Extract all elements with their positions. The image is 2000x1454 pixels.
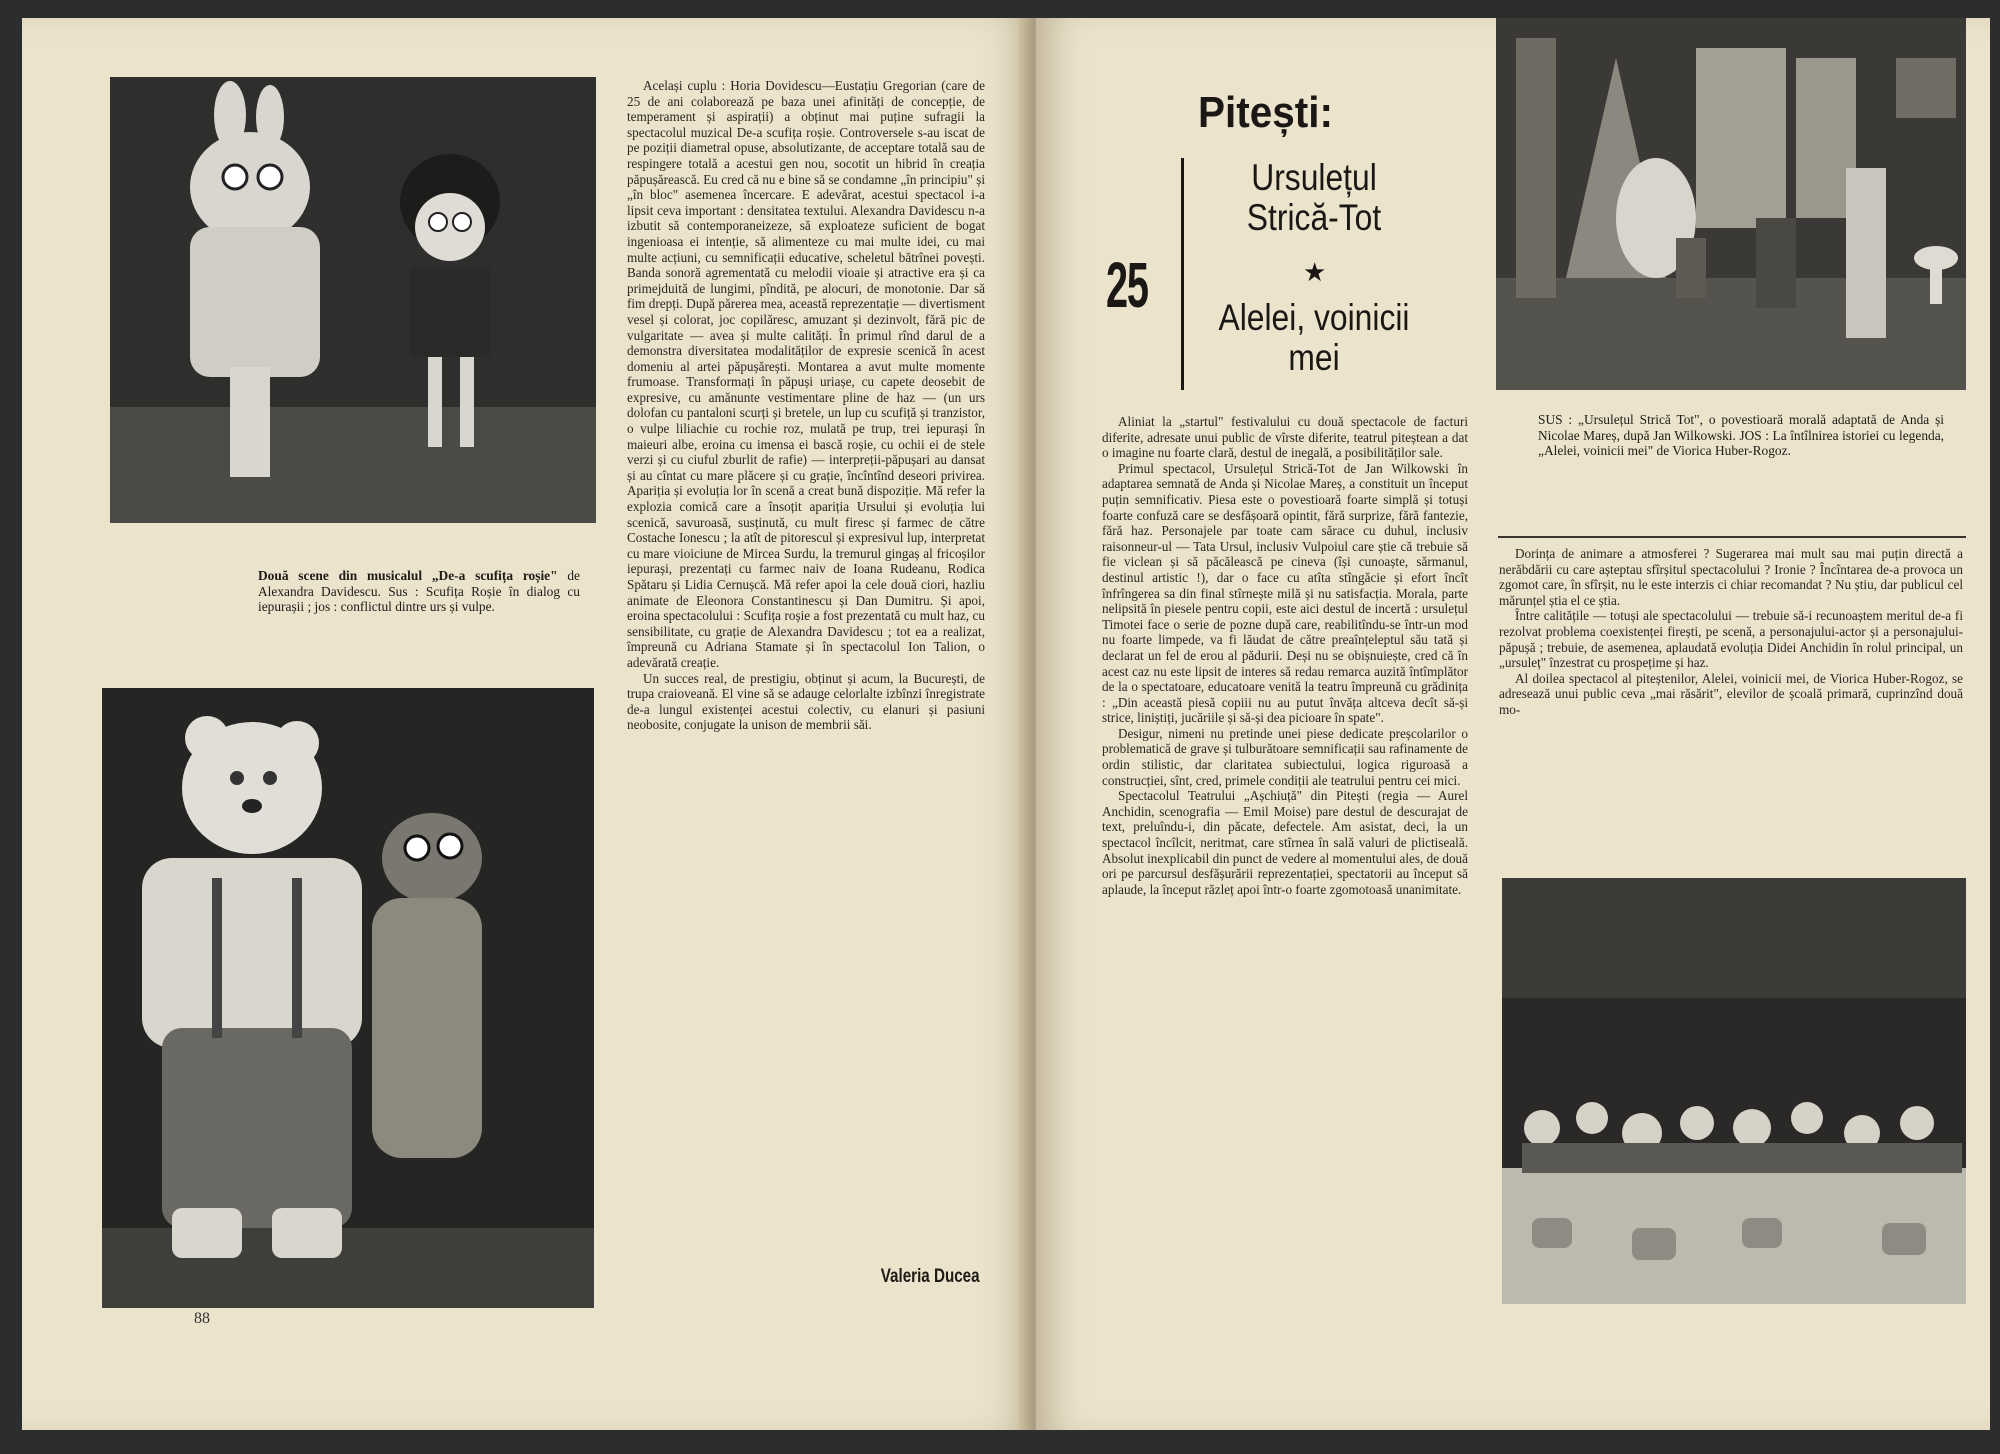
title-divider [1181,158,1184,390]
play1-line1: Ursulețul [1251,157,1377,198]
caption-rule [1498,536,1966,538]
play2-line1: Alelei, voinicii [1218,297,1410,338]
play1-title [1211,158,1417,238]
play1-line2: Strică-Tot [1246,197,1382,238]
paragraph: Spectacolul Teatrului „Așchiuță" din Pitești (regia — Aurel Anchidin, scenografia — Emil Moise) pare destul de descurajat de text, preluîndu-i, din păcate, defectele. Am asistat, deci, la un spectacol încîlcit, neritmat, care stîrnea în sală valuri de plictiseală. Absolut inexplicabil din punct de vedere al momentului ales, de două ori pe parcursul desfășurării reprezentației, spectatorii au început să aplaude, la început răzleț apoi într-o foarte zgomotoasă unanimitate. [1102,788,1468,897]
caption-bold: Două scene din musicalul „De-a scufița roșie" [258,568,558,583]
caption-rest: de Alexandra Davidescu. Sus : Scufița Roșie în dialog cu iepurașii ; jos : conflictul dintre urs și vulpe. [258,568,580,615]
photo-urs-vulpe [102,688,594,1308]
article-column-2 [1499,546,1963,718]
author-signature: Valeria Ducea [881,1266,980,1287]
paragraph: Aliniat la „startul" festivalului cu două spectacole de facturi diferite, adresate unui public de vîrste diferite, teatrul piteștean a dat o imagine nu foarte clară, destul de inegală, a posibilităților sale. [1102,414,1468,461]
play2-line2: mei [1288,337,1340,378]
page-number: 88 [194,1310,210,1327]
left-page [22,18,1032,1430]
paragraph: Dorința de animare a atmosferei ? Sugerarea mai mult sau mai puțin directă a nerăbdării cu care așteptau sfîrșitul spectacolului ? Ironie ? Încîntarea de-a provoca un zgomot care, în sfîrșit, nu le este interzis ci chiar recomandat ? Nu știu, dar publicul cel mărunțel știa el ce știa. [1499,546,1963,608]
festival-number: 25 [1106,249,1148,321]
star-icon: ★ [1303,258,1327,288]
city-title: Pitești: [1198,88,1333,137]
play2-title [1202,298,1426,378]
paragraph: Al doilea spectacol al piteștenilor, Alelei, voinicii mei, de Viorica Huber-Rogoz, se adresează unui public ceva „mai răsărit", elevilor de școală primară, cuprinzînd două mo- [1499,670,1963,717]
photo-caption [258,568,580,615]
paragraph: Desigur, nimeni nu pretinde unei piese dedicate preșcolarilor o problematică de grave și tulburătoare semnificații sau rafinamente de ordin stilistic, dar claritatea subiectului, logica riguroasă a construcției, sînt, cred, primele condiții ale teatrului pentru cei mici. [1102,725,1468,788]
right-photo-caption: SUS : „Ursulețul Strică Tot", o povestioară morală adaptată de Anda și Nicolae Mareș, după Jan Wilkowski. JOS : La întîlnirea istoriei cu legenda, „Alelei, voinicii mei" de Viorica Huber-Rogoz. [1538,412,1944,459]
right-page [1036,18,1990,1430]
article-column [627,78,985,733]
photo-alelei [1502,878,1966,1304]
paragraph: Un succes real, de prestigiu, obținut și acum, la București, de trupa craioveană. El vine să se adauge celorlalte izbînzi înregistrate de-a lungul existenței acestui colectiv, cu elanuri și pasiuni neobosite, conjugate la unison de membrii săi. [627,670,985,733]
article-column-1 [1102,414,1468,897]
paragraph: Primul spectacol, Ursulețul Strică-Tot de Jan Wilkowski în adaptarea semnată de Anda și Nicolae Mareș, a constituit un început puțin semnificativ. Piesa este o povestioară foarte simplă și totuși foarte confuză care se desfășoară opintit, fără surprize, fără fantezie, fără haz. Personajele par toate cam sărace cu duhul, inclusiv raisonneur-ul — Tata Ursul, inclusiv Vulpoiul care știe că trebuie să fie viclean și să păcălească pe cineva (își cunoaște, sărmanul, destinul artistic !), dar o face cu atîta stîngăcie și efort încît înfrîngerea sa din final stîrnește milă și nu satisfacția. Morala, parte nelipsită în piesele pentru copii, este aici destul de incertă : ursulețul Timotei face o serie de pozne după care, reabilitîndu-se într-un mod nu foarte limpede, va fi lăudat de către preaînțeleptul său tată și declarat un fel de erou al pădurii. Deși nu se obișnuiește, cred că în acest caz nu este lipsit de interes să redau remarca auzită întîmplător de la o spectatoare, educatoare venită la teatru împreună cu grădinița : „Din această piesă copiii nu au putut învăța altceva decît să-și strice, liniștiți, jucăriile și să-și dea picioare în spate". [1102,460,1468,726]
paragraph: Același cuplu : Horia Dovidescu—Eustațiu Gregorian (care de 25 de ani colaborează pe baza unei afinități de concepție, de temperament și aspirații) a obținut mai puține sufragii la spectacolul muzical De-a scufița roșie. Controversele s-au iscat de pe poziții diametral opuse, absolutizante, de acceptare totală sau de respingere totală a acestui gen nou, socotit un hibrid în creația păpușărească. Eu cred că nu e bine să se condamne „în principiu" și „în bloc" asemenea încercare. E adevărat, acestui spectacol i-a lipsit ceva important : densitatea textului. Alexandra Davidescu n-a izbutit să contemporaneizeze, să exploateze suficient de bogat ingenioasa ei intenție, să alimenteze cu mai multe idei, cu mai multe acțiuni, cu semnificații educative, scheletul bătrînei povești. Banda sonoră agrementată cu melodii vioaie și atractive era și ca primejduită de lungimi, pîndită, pe alocuri, de monotonie. Dar să fim drepți. După părerea mea, această reprezentație — divertisment vesel și colorat, joc copilăresc, amuzant și dezinvolt, fără pic de vulgaritate — avea și multe calități. În primul rînd darul de a demonstra diversitatea modalităților de expresie scenică în acest domeniu al artei păpușărești. Montarea a avut multe momente frumoase. Transformați în păpuși uriașe, cu capete deosebit de expresive, cu amănunte vestimentare pline de haz — (un urs dolofan cu pantaloni scurți și bretele, un lup cu scufiță și tranzistor, o vulpe liliachie cu rochie roz, mulată pe trup, trei iepurași în maieuri albe, eroina cu imensa ei bască roșie, cu ochii ei de stele verzi și cu ciuful zburlit de rafie) — interpreții-păpușari au dansat și au cîntat cu mare plăcere și cu grație, încîntînd deseori privirea. Apariția și evoluția lor în scenă a creat bună dispoziție. Mă refer la explozia comică care a însoțit apariția Ursului și evoluția lui scenică, savuroasă, susținută, cu mult firesc și farmec de către Costache Ionescu ; la atît de pitorescul și expresivul lup, interpretat cu mare vioiciune de Mircea Surdu, la tremurul gingaș al fricoșilor iepurași, prezentați cu farmec naiv de Ioana Rudeanu, Rodica Spătaru și Lidia Cernușcă. Mă refer apoi la cele două ciori, hazliu animate de Eleonora Constantinescu și Dan Dumitru. Și apoi, eroina spectacolului : Scufița roșie a fost prezentată cu mult haz, cu sensibilitate, cu grație de Alexandra Davidescu ; tot ea a realizat, împreună cu Adriana Stamate și în spectacolul Ion Talion, o adevărată creație. [627,78,985,670]
photo-scufita-dialog [110,77,596,523]
paragraph: Între calitățile — totuși ale spectacolului — trebuie să-i recunoaștem meritul de-a fi rezolvat problema coexistenței firești, pe scenă, a personajului-actor și a personajului-păpușă ; trebuie, de asemenea, aplaudată evoluția Didei Anchidin în rolul principal, un „ursuleț" înzestrat cu prospețime și haz. [1499,608,1963,671]
photo-ursuletul [1496,18,1966,390]
